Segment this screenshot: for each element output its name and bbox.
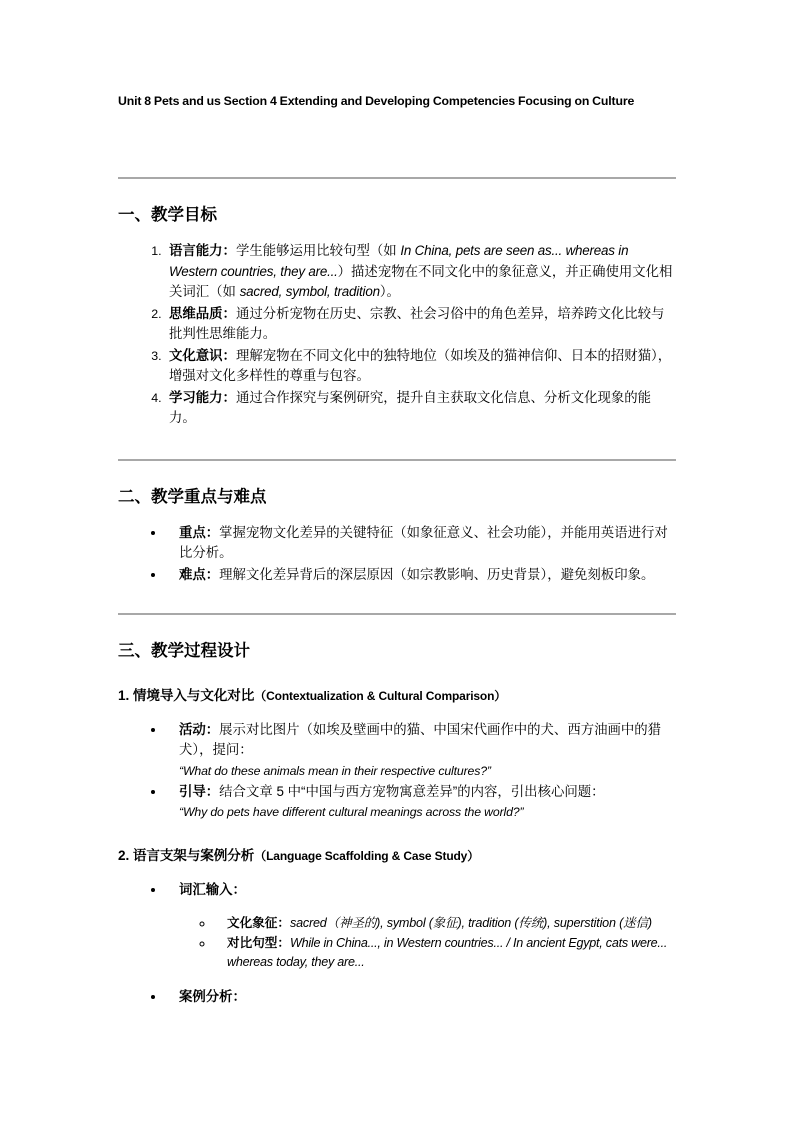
objective-text-cont: ）描述宠物在不同文化中的象征意义，并正确使用文化相关词汇（如 — [169, 263, 673, 300]
bullet-label: 词汇输入： — [179, 881, 246, 897]
bullet-text: 展示对比图片（如埃及壁画中的猫、中国宋代画作中的犬、西方油画中的猎犬），提问： — [179, 721, 662, 758]
list-item — [166, 987, 676, 1008]
document-body — [118, 92, 676, 1009]
key-point-label: 难点： — [179, 566, 220, 582]
divider-3 — [118, 613, 676, 615]
objective-label: 学习能力： — [169, 389, 236, 405]
step-title-en: （Contextualization & Cultural Comparison） — [254, 689, 507, 704]
objective-text: 学生能够运用比较句型（如 — [235, 243, 401, 259]
list-item — [165, 241, 676, 303]
step-1-bullets — [118, 720, 676, 822]
list-item — [166, 782, 676, 822]
list-item — [166, 565, 676, 586]
divider-1 — [118, 177, 676, 179]
step-2-bullets — [118, 880, 676, 901]
step-number: 1. — [118, 688, 130, 704]
bullet-quote: “Why do pets have different cultural meanings across the world?” — [179, 805, 524, 820]
bullet-label: 引导： — [179, 783, 220, 799]
list-item — [166, 880, 676, 901]
list-item — [214, 934, 676, 972]
step-title-cn: 语言支架与案例分析 — [132, 847, 255, 863]
bullet-label: 案例分析： — [179, 989, 246, 1005]
section-heading-process: 三、教学过程设计 — [118, 642, 250, 661]
list-item — [166, 523, 676, 564]
objective-label: 语言能力： — [169, 243, 236, 259]
subbullet-italic: While in China..., in Western countries... / In ancient Egypt, cats were... whereas today, they are... — [227, 936, 668, 970]
subbullet-label: 文化象征： — [227, 916, 290, 931]
subbullet-italic: sacred（神圣的), symbol (象征), tradition (传统), superstition (迷信) — [289, 916, 652, 931]
list-item — [165, 388, 676, 429]
objective-text-end: ）。 — [379, 284, 400, 300]
list-item — [166, 720, 676, 781]
section-heading-key-points: 二、教学重点与难点 — [118, 487, 267, 506]
section-heading-objectives: 一、教学目标 — [118, 205, 217, 224]
objective-label: 思维品质： — [169, 305, 236, 321]
step-heading-2 — [118, 847, 676, 865]
bullet-quote: “What do these animals mean in their respective cultures?” — [179, 763, 491, 778]
key-points-list — [118, 523, 676, 586]
objective-italic-example: In China, pets are seen as... whereas in Western countries, they are... — [169, 243, 629, 279]
case-study-bullets — [118, 987, 676, 1008]
objectives-list — [118, 241, 676, 429]
list-item — [165, 346, 676, 387]
vocabulary-subbullets — [118, 914, 676, 972]
key-point-label: 重点： — [179, 524, 220, 540]
key-point-text: 掌握宠物文化差异的关键特征（如象征意义、社会功能），并能用英语进行对比分析。 — [179, 524, 668, 561]
step-title-cn: 情境导入与文化对比 — [132, 688, 255, 704]
step-number: 2. — [118, 847, 130, 863]
objective-text: 理解宠物在不同文化中的独特地位（如埃及的猫神信仰、日本的招财猫），增强对文化多样性的尊重与包容。 — [169, 347, 672, 384]
objective-label: 文化意识： — [169, 347, 236, 363]
objective-italic-vocab: sacred, symbol, tradition — [239, 284, 380, 300]
list-item — [165, 304, 676, 345]
step-title-en: （Language Scaffolding & Case Study） — [254, 848, 480, 863]
key-point-text: 理解文化差异背后的深层原因（如宗教影响、历史背景），避免刻板印象。 — [219, 566, 655, 582]
document-title: Unit 8 Pets and us Section 4 Extending and Developing Competencies Focusing on Culture — [118, 94, 635, 108]
divider-2 — [118, 459, 676, 461]
bullet-label: 活动： — [179, 721, 220, 737]
objective-text: 通过分析宠物在历史、宗教、社会习俗中的角色差异，培养跨文化比较与批判性思维能力。 — [169, 305, 665, 342]
step-heading-1 — [118, 687, 676, 705]
subbullet-label: 对比句型： — [227, 936, 290, 951]
bullet-text: 结合文章 5 中“中国与西方宠物寓意差异”的内容，引出核心问题： — [219, 783, 605, 799]
objective-text: 通过合作探究与案例研究，提升自主获取文化信息、分析文化现象的能力。 — [169, 389, 652, 426]
list-item — [214, 914, 676, 933]
